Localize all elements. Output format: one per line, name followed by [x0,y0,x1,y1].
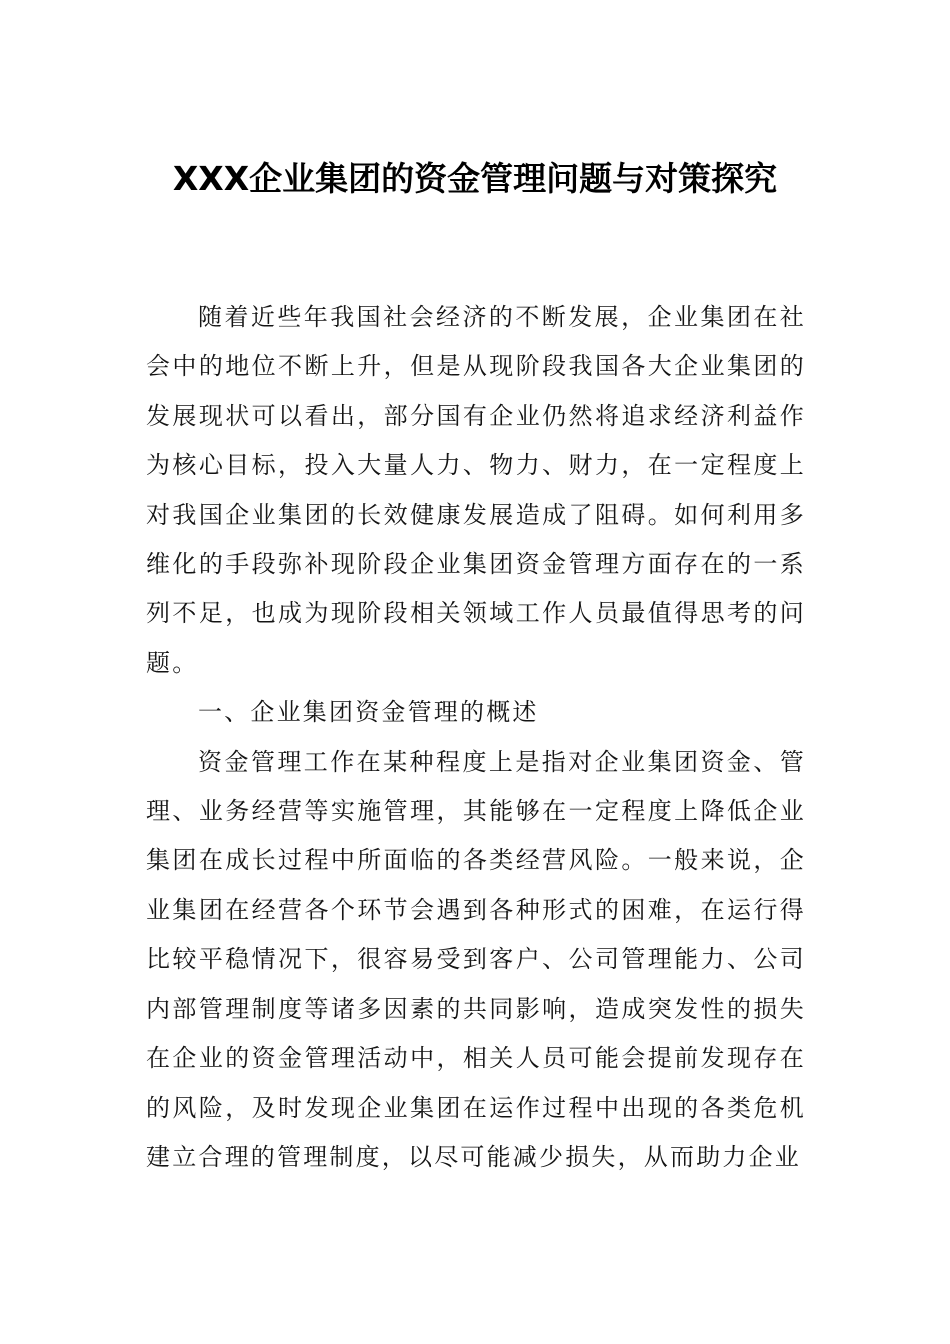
document-body [146,293,806,1182]
section-1-paragraph: 资金管理工作在某种程度上是指对企业集团资金、管理、业务经营等实施管理，其能够在一定程度上降低企业集团在成长过程中所面临的各类经营风险。一般来说，企业集团在经营各个环节会遇到各种形式的困难，在运行得比较平稳情况下，很容易受到客户、公司管理能力、公司内部管理制度等诸多因素的共同影响，造成突发性的损失在企业的资金管理活动中，相关人员可能会提前发现存在的风险，及时发现企业集团在运作过程中出现的各类危机建立合理的管理制度，以尽可能减少损失，从而助力企业 [146,747,806,1171]
document-title: XXX企业集团的资金管理问题与对策探究 [172,159,778,198]
section-heading-1: 一、企业集团资金管理的概述 [198,698,539,727]
intro-paragraph: 随着近些年我国社会经济的不断发展，企业集团在社会中的地位不断上升，但是从现阶段我国各大企业集团的发展现状可以看出，部分国有企业仍然将追求经济利益作为核心目标，投入大量人力、物力、财力，在一定程度上对我国企业集团的长效健康发展造成了阻碍。如何利用多维化的手段弥补现阶段企业集团资金管理方面存在的一系列不足，也成为现阶段相关领域工作人员最值得思考的问题。 [146,303,806,677]
